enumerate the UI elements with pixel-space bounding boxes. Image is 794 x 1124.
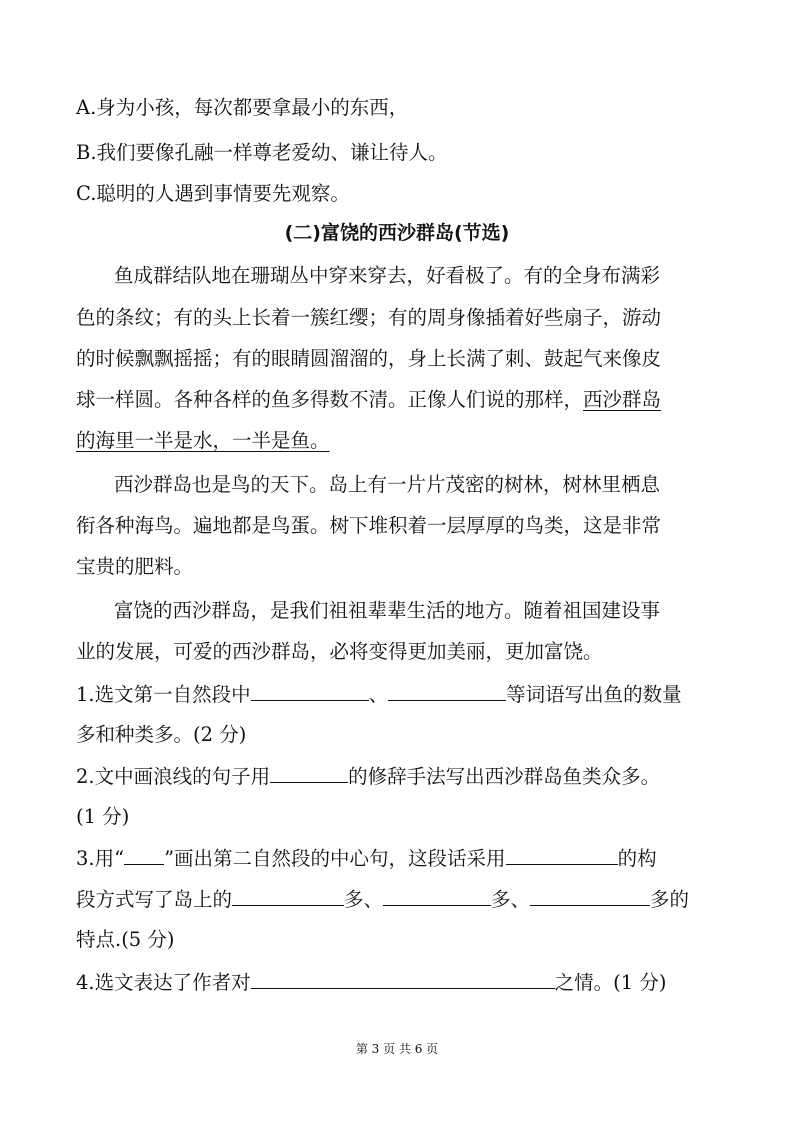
paragraph-line: 业的发展，可爱的西沙群岛，必将变得更加美丽，更加富饶。 [76, 640, 603, 663]
answer-blank[interactable] [251, 968, 555, 989]
question-text: 多的 [650, 888, 690, 911]
passage-title: (二)富饶的西沙群岛(节选) [284, 222, 510, 244]
answer-blank[interactable] [232, 885, 344, 906]
question-text: 段方式写了岛上的 [76, 888, 233, 911]
paragraph-line [76, 427, 330, 455]
underlined-sentence: 西沙群岛 [583, 388, 662, 411]
question-text: ”画出第二自然段的中心句，这段话采用 [164, 847, 506, 870]
question-2 [76, 762, 660, 791]
question-text: 多、 [344, 888, 384, 911]
paragraph-line: 宝贵的肥料。 [76, 555, 194, 578]
question-text: 之情。(1 分) [554, 971, 667, 994]
option-a: A.身为小孩，每次都要拿最小的东西， [76, 96, 409, 119]
paragraph-line: 色的条纹；有的头上长着一簇红缨；有的周身像插着好些扇子，游动 [76, 306, 662, 329]
question-text: 4.选文表达了作者对 [76, 971, 251, 994]
question-3-cont: 特点.(5 分) [76, 928, 175, 951]
question-text: 的修辞手法写出西沙群岛鱼类众多。 [348, 765, 661, 788]
question-text: 2.文中画浪线的句子用 [76, 765, 271, 788]
question-text: 的构 [617, 847, 657, 870]
question-3 [76, 844, 657, 873]
paragraph-line: 鱼成群结队地在珊瑚丛中穿来穿去，好看极了。有的全身布满彩 [114, 264, 661, 287]
paragraph-line: 衔各种海鸟。遍地都是鸟蛋。树下堆积着一层厚厚的鸟类，这是非常 [76, 514, 662, 537]
option-b: B.我们要像孔融一样尊老爱幼、谦让待人。 [76, 141, 448, 164]
answer-blank[interactable] [530, 885, 650, 906]
answer-blank[interactable] [383, 885, 491, 906]
question-text: 1.选文第一自然段中 [76, 683, 251, 706]
question-3-cont [76, 885, 689, 914]
paragraph-line: 西沙群岛也是鸟的天下。岛上有一片片茂密的树林，树林里栖息 [114, 473, 661, 496]
answer-blank[interactable] [270, 762, 348, 783]
answer-blank[interactable] [506, 844, 618, 865]
page-footer: 第 3 页 共 6 页 [355, 1042, 439, 1056]
question-1-cont: 多和种类多。(2 分) [76, 723, 247, 746]
question-text: 、 [368, 683, 389, 706]
question-text: 等词语写出鱼的数量 [506, 683, 682, 706]
answer-blank[interactable] [124, 844, 164, 865]
answer-blank[interactable] [251, 680, 369, 701]
paragraph-text: 球一样圆。各种各样的鱼多得数不清。正像人们说的那样， [76, 388, 584, 411]
paragraph-line: 富饶的西沙群岛，是我们祖祖辈辈生活的地方。随着祖国建设事 [114, 599, 661, 622]
question-2-cont: (1 分) [76, 805, 130, 828]
paragraph-line: 的时候飘飘摇摇；有的眼睛圆溜溜的，身上长满了刺、鼓起气来像皮 [76, 347, 662, 370]
paragraph-line [76, 386, 661, 414]
question-1 [76, 680, 682, 709]
option-c: C.聪明的人遇到事情要先观察。 [76, 182, 350, 205]
question-text: 3.用“ [76, 847, 125, 870]
underlined-sentence: 的海里一半是水，一半是鱼。 [76, 429, 330, 452]
question-4 [76, 968, 666, 997]
answer-blank[interactable] [388, 680, 506, 701]
question-text: 多、 [491, 888, 531, 911]
